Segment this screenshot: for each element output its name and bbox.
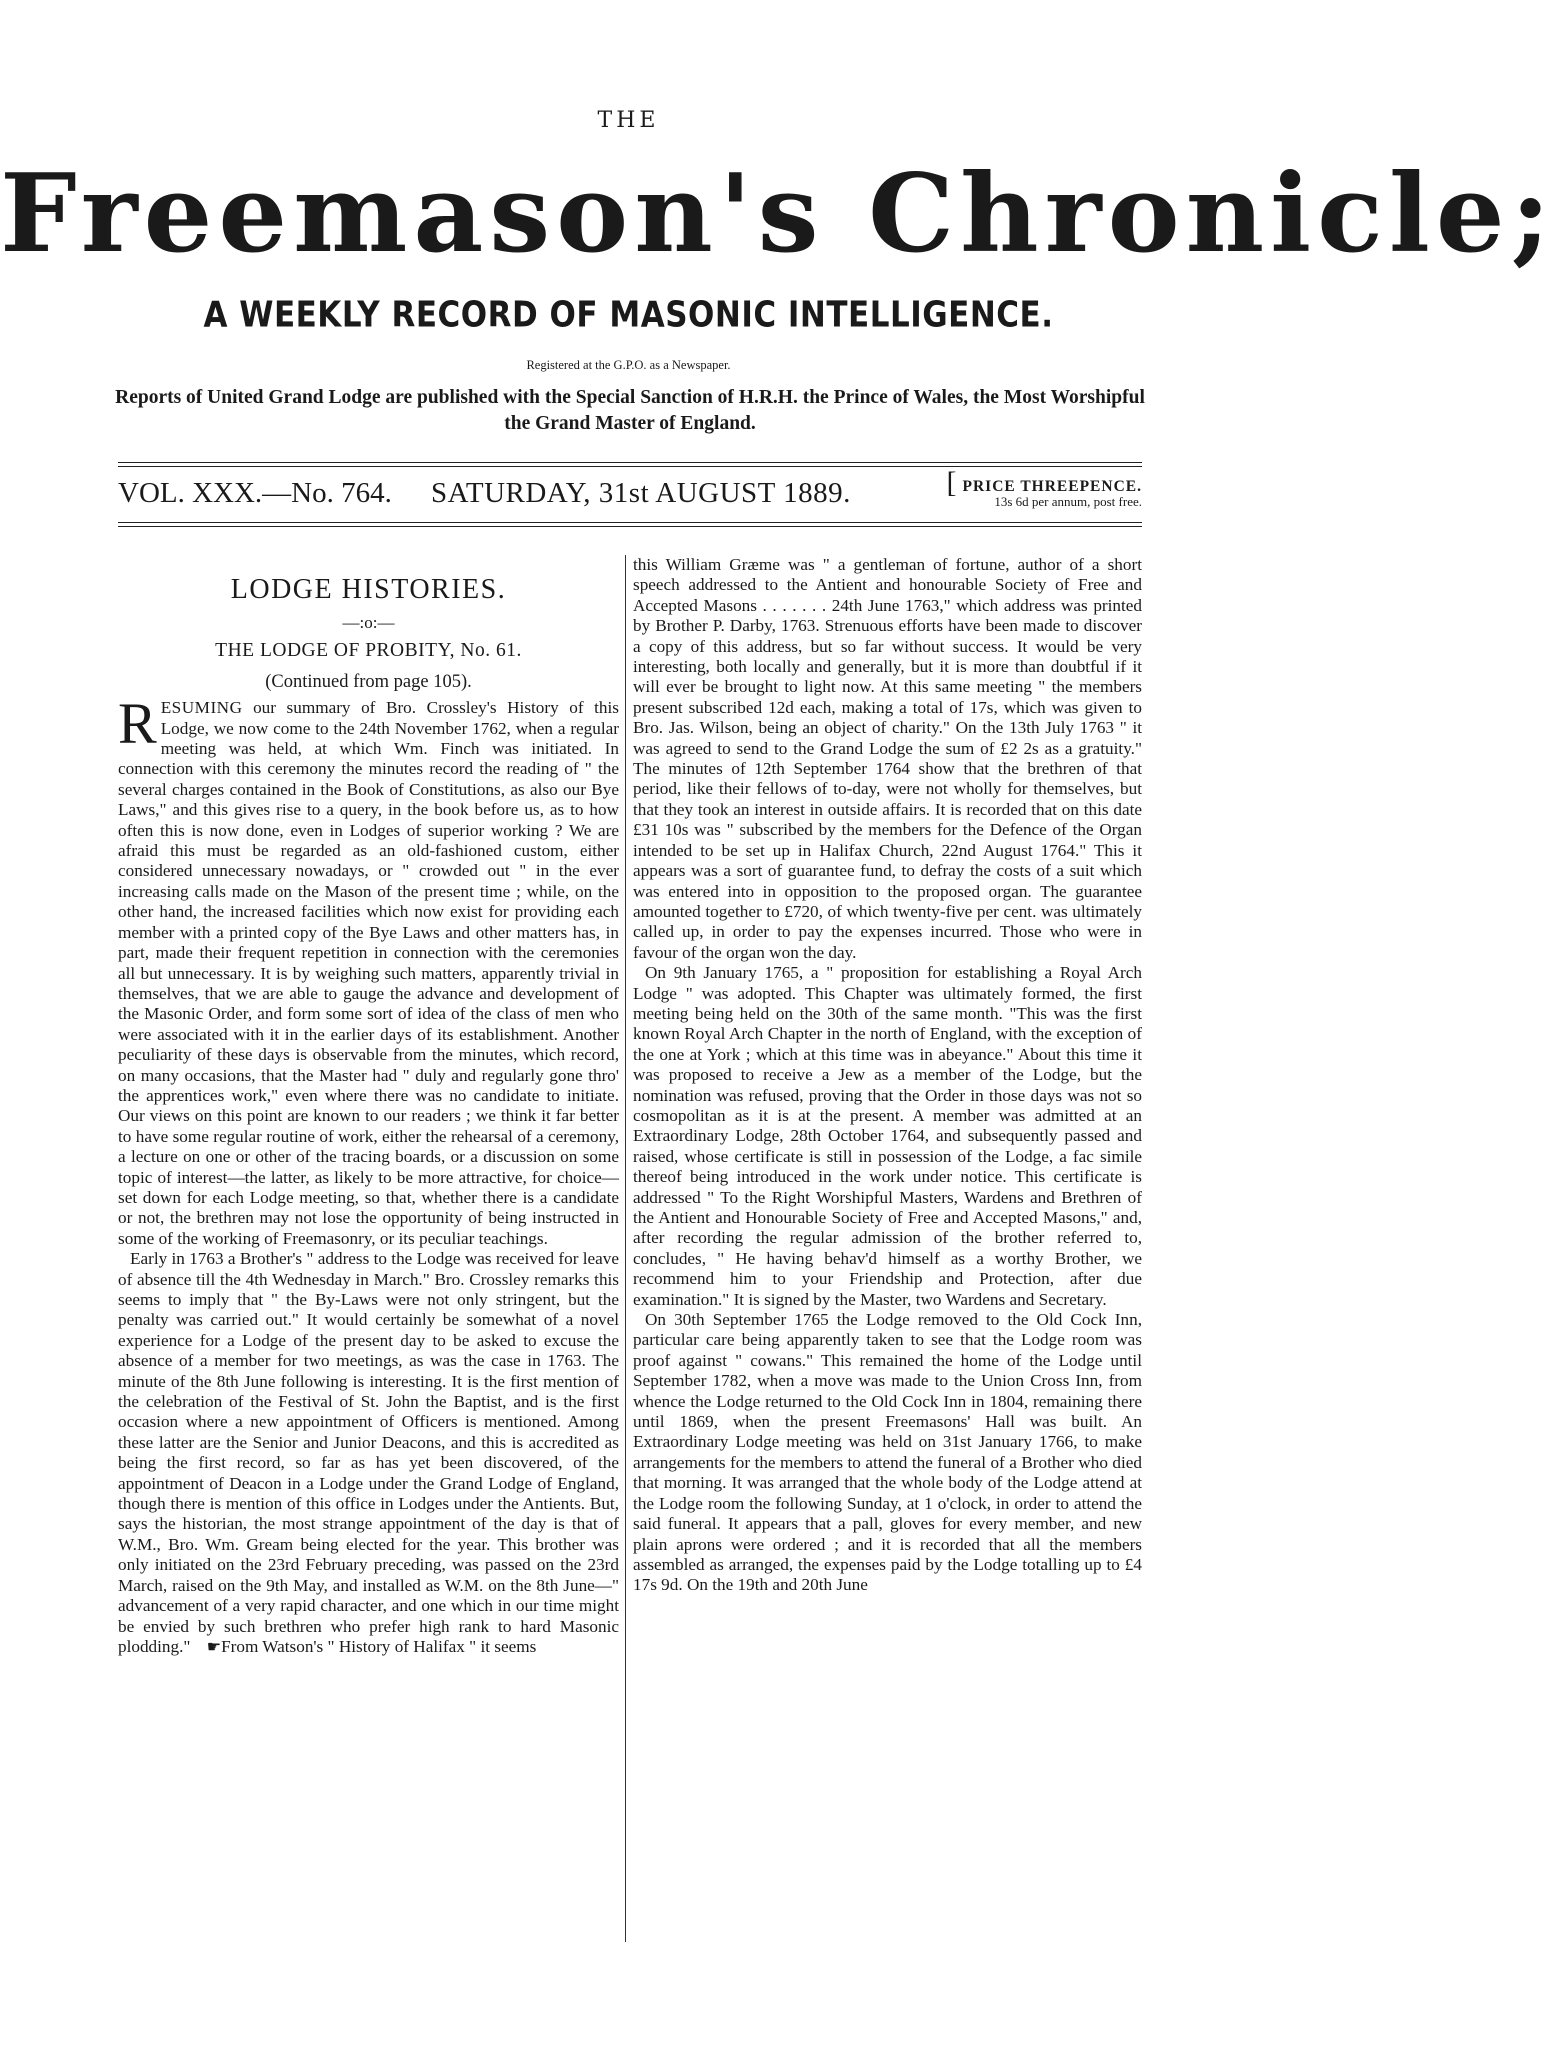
article-heading: LODGE HISTORIES. [230, 574, 507, 605]
left-column [118, 555, 619, 1658]
paragraph-text: our summary of Bro. Crossley's History of this Lodge, we now come to the 24th November 1762, when a regular meeting was held, at which Wm. Finch was initiated. In connection with this ceremony the minutes record the reading of " the several charges contained in the Book of Constitutions, as also our Bye Laws," and this gives rise to a query, in the book before us, as to how often this is now done, even in Lodges of superior working ? We are afraid this must be regarded as an old-fashioned custom, either considered unnecessary nowadays, or " crowded out " in the ever increasing calls made on the Mason of the present time ; while, on the other hand, the increased facilities which now exist for providing each member with a printed copy of the Bye Laws and other matters has, in part, made their frequent repetition in connection with the ceremonies all but unnecessary. It is by weighing such matters, apparently trivial in themselves, that we are able to gauge the advance and development of the Masonic Order, and form some sort of idea of the class of men who were associated with it in the earlier days of its establishment. Another peculiarity of these days is observable from the minutes, which record, on many occasions, that the Master had " duly and regularly gone thro' the apprentices work," even where there was no candidate to initiate. Our views on this point are known to our readers ; we think it far better to have some regular routine of work, either the rehearsal of a ceremony, a lecture on one or other of the tracing boards, or a discussion on some topic of interest—the latter, as likely to be more attractive, for choice—set down for each Lodge meeting, so that, whether there is a candidate or not, the brethren may not lose the opportunity of being instructed in some of the working of Freemasonry, or its peculiar teachings. [118, 698, 619, 1248]
heading-separator: —:o:— [342, 613, 395, 632]
subscription-rate: 13s 6d per annum, post free. [994, 494, 1142, 509]
drop-cap: R [118, 691, 157, 757]
column-divider [625, 555, 626, 1942]
paragraph [118, 1249, 619, 1658]
paragraph [118, 691, 619, 1249]
volume-number: VOL. XXX.—No. 764. [118, 477, 392, 509]
continued-note: (Continued from page 105). [265, 671, 472, 692]
right-column [633, 555, 1142, 1596]
header-rule-top [118, 462, 1142, 463]
issue-date: SATURDAY, 31st AUGUST 1889. [431, 477, 851, 509]
bracket-glyph: [ [946, 466, 958, 499]
price-label: PRICE THREEPENCE. [962, 478, 1142, 495]
paragraph-text: Early in 1763 a Brother's " address to the Lodge was received for leave of absence till the 4th Wednesday in March." Bro. Crossley remarks this seems to imply that " the By-Laws were not only stringent, but the penalty was carried out." It would certainly be somewhat of a novel experience for a Lodge of the present day to be asked to excuse the absence of a member for two meetings, as was the case in 1763. The minute of the 8th June following is interesting. It is the first mention of the celebration of the Festival of St. John the Baptist, and is the first occasion where a new appointment of Officers is mentioned. Among these latter are the Senior and Junior Deacons, and this is accredited as being the first record, so far as has yet been discovered, of the appointment of Deacon in a Lodge under the Grand Lodge of England, though there is mention of this office in Lodges under the Antients. But, says the historian, the most strange appointment of the day is that of W.M., Bro. Wm. Gream being elected for the year. This brother was only initiated on the 23rd February preceding, was passed on the 23rd March, raised on the 9th May, and installed as W.M. on the 8th June—" advancement of a very rapid character, and one which in our time might be envied by such brethren who prefer high rank to hard Masonic plodding." [118, 1249, 619, 1656]
article-subheading: THE LODGE OF PROBITY, No. 61. [215, 640, 522, 662]
masthead-the: THE [597, 108, 660, 133]
registration-note: Registered at the G.P.O. as a Newspaper. [526, 358, 731, 372]
pointing-hand-icon: ☛ [206, 1638, 222, 1656]
issue-line [118, 466, 1142, 517]
paragraph: this William Græme was " a gentleman of fortune, author of a short speech addressed to the Antient and honourable Society of Free and Accepted Masons . . . . . . . 24th June 1763," which address was printed by Brother P. Darby, 1763. Strenuous efforts have been made to discover a copy of this address, but so far without success. It would be very interesting, both locally and generally, but it is more than doubtful if it will ever be brought to light now. At this same meeting " the members present subscribed 12d each, making a total of 17s, which was given to Bro. Jas. Wilson, being an object of charity." On the 13th July 1763 " it was agreed to send to the Grand Lodge the sum of £2 2s as a gratuity." The minutes of 12th September 1764 show that the brethren of that period, like their fellows of to-day, were not wholly for themselves, but that they took an interest in outside affairs. It is recorded that on this date £31 10s was " subscribed by the members for the Defence of the Organ intended to be set up in Halifax Church, 22nd August 1764." This it appears was a sort of guarantee fund, to defray the costs of a suit which was entered into in opposition to the proposed organ. The guarantee amounted together to £720, of which twenty-five per cent. was ultimately called up, in order to pay the expenses incurred. Those who were in favour of the organ won the day. [633, 555, 1142, 962]
paragraph-text-end: From Watson's " History of Halifax " it seems [221, 1636, 537, 1656]
paragraph: On 30th September 1765 the Lodge removed to the Old Cock Inn, particular care being apparently taken to see that the Lodge room was proof against " cowans." This remained the home of the Lodge until September 1782, when a move was made to the Union Cross Inn, from whence the Lodge returned to the Old Cock Inn in 1804, remaining there until 1869, when the present Freemasons' Hall was built. An Extraordinary Lodge meeting was held on 31st January 1766, to make arrangements for the members to attend the funeral of a Brother who died that morning. It was arranged that the whole body of the Lodge attend at the Lodge room the following Sunday, at 1 o'clock, in order to attend the said funeral. It appears that a pall, gloves for every member, and new plain aprons were ordered ; and it is recorded that all the members assembled as arranged, the expenses paid by the Lodge totalling up to £4 17s 9d. On the 19th and 20th June [633, 1310, 1142, 1595]
masthead-subtitle: A WEEKLY RECORD OF MASONIC INTELLIGENCE. [203, 294, 1054, 336]
header-rule-bottom [118, 522, 1142, 523]
paragraph: On 9th January 1765, a " proposition for establishing a Royal Arch Lodge " was adopted. This Chapter was ultimately formed, the first meeting being held on the 30th of the same month. "This was the first known Royal Arch Chapter in the north of England, with the exception of the one at York ; which at this time was in abeyance." About this time it was proposed to receive a Jew as a member of the Lodge, but the nomination was refused, proving that the Order in those days was not so cosmopolitan as it is at the present. A member was admitted at an Extraordinary Lodge, 28th October 1764, and subsequently passed and raised, whose certificate is still in possession of the Lodge, a fac simile thereof being introduced in the work under notice. This certificate is addressed " To the Right Worshipful Masters, Wardens and Brethren of the Antient and Honourable Society of Free and Accepted Masons," and, after recording the regular admission of the brother referred to, concludes, " He having behav'd himself as a worthy Brother, we recommend him to your Friendship and Protection, after due examination." It is signed by the Master, two Wardens and Secretary. [633, 963, 1142, 1309]
header-rule-bottom-2 [118, 526, 1142, 527]
masthead-title: Freemason's Chronicle; [0, 151, 1557, 277]
lead-word: ESUMING [160, 698, 243, 718]
price-box [946, 466, 1143, 509]
header-rule-top-2 [118, 466, 1142, 467]
grand-lodge-sanction-note: Reports of United Grand Lodge are published with the Special Sanction of H.R.H. the Prince of Wales, the Most Worshipful the Grand Master of England. [115, 387, 1145, 434]
